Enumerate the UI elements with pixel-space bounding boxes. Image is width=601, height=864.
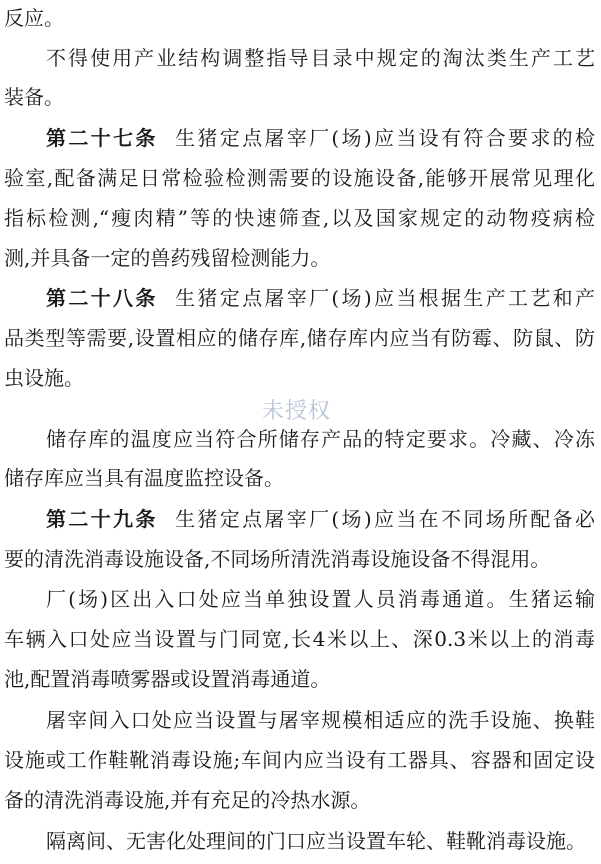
text-line: 虫设施。 [4, 366, 84, 390]
article-number: 第二十七条 [46, 126, 158, 150]
article-28-heading-line: 第二十八条 生猪定点屠宰厂(场)应当根据生产工艺和产 [46, 286, 595, 310]
text-line: 装备。 [4, 85, 64, 109]
text-line: 不得使用产业结构调整指导目录中规定的淘汰类生产工艺 [46, 46, 595, 70]
text-line: 屠宰间入口处应当设置与屠宰规模相适应的洗手设施、换鞋 [46, 708, 595, 732]
text-line: 储存库应当具有温度监控设备。 [4, 466, 284, 490]
text-line: 备的清洗消毒设施,并有充足的冷热水源。 [4, 788, 371, 812]
watermark: 未授权 [262, 399, 332, 424]
text-line: 验室,配备满足日常检验检测需要的设施设备,能够开展常见理化 [4, 166, 595, 190]
text-line: 测,并具备一定的兽药残留检测能力。 [4, 246, 331, 270]
text-line: 隔离间、无害化处理间的门口应当设置车轮、鞋靴消毒设施。 [46, 829, 586, 853]
text-line: 品类型等需要,设置相应的储存库,储存库内应当有防霉、防鼠、防 [4, 326, 595, 350]
article-27-heading-line: 第二十七条 生猪定点屠宰厂(场)应当设有符合要求的检 [46, 126, 595, 150]
text-line: 指标检测,“瘦肉精”等的快速筛查,以及国家规定的动物疫病检 [4, 206, 595, 230]
article-number: 第二十九条 [46, 507, 158, 531]
text-line: 车辆入口处应当设置与门同宽,长4米以上、深0.3米以上的消毒 [4, 627, 595, 651]
text-line: 池,配置消毒喷雾器或设置消毒通道。 [4, 667, 331, 691]
text-line: 设施或工作鞋靴消毒设施;车间内应当设有工器具、容器和固定设 [4, 748, 595, 772]
text-line: 要的清洗消毒设施设备,不同场所清洗消毒设施设备不得混用。 [4, 547, 551, 571]
article-29-heading-line: 第二十九条 生猪定点屠宰厂(场)应当在不同场所配备必 [46, 507, 595, 531]
text-line: 储存库的温度应当符合所储存产品的特定要求。冷藏、冷冻 [46, 427, 595, 451]
article-number: 第二十八条 [46, 286, 158, 310]
text-line: 反应。 [4, 6, 64, 30]
text-line: 厂(场)区出入口处应当单独设置人员消毒通道。生猪运输 [46, 587, 595, 611]
